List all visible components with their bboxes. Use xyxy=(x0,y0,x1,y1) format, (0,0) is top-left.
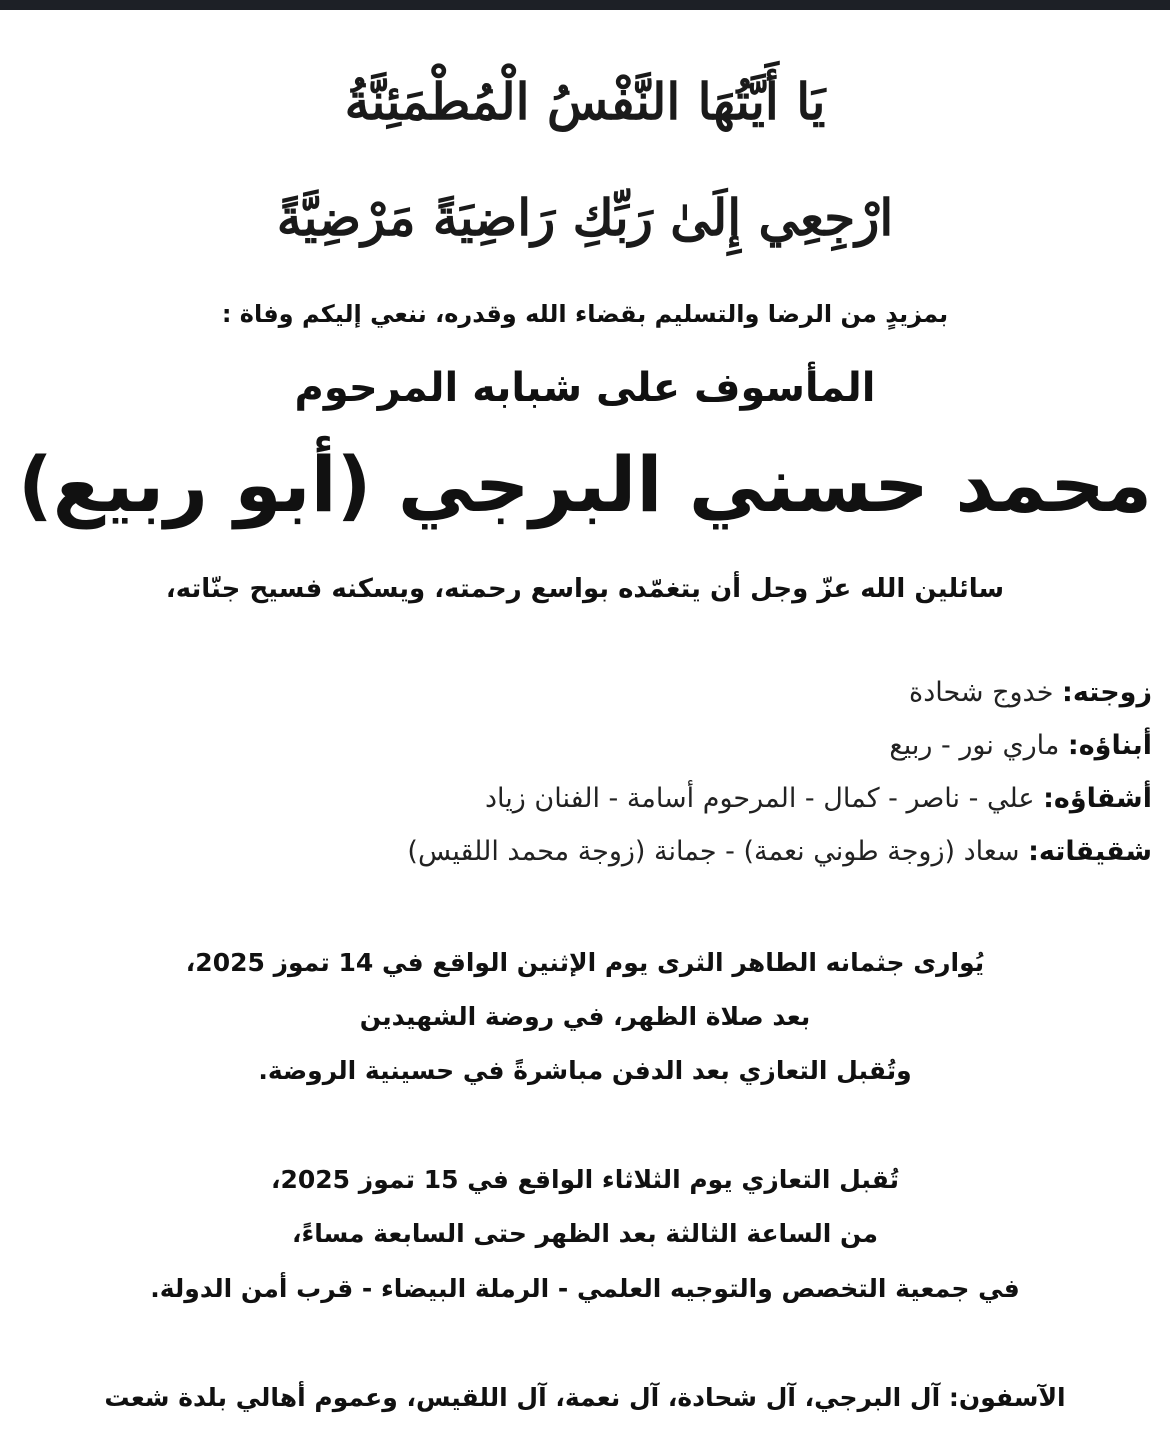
family-value: سعاد (زوجة طوني نعمة) - جمانة (زوجة محمد اللقيس) xyxy=(407,836,1020,867)
intro-text: بمزيدٍ من الرضا والتسليم بقضاء الله وقدره، ننعي إليكم وفاة : xyxy=(221,300,949,328)
family-line-children xyxy=(889,730,1152,761)
family-label: زوجته: xyxy=(1062,677,1152,708)
funeral-line-1: يُوارى جثمانه الطاهر الثرى يوم الإثنين الواقع في 14 تموز 2025، xyxy=(185,948,985,977)
obituary-notice xyxy=(0,10,1170,1450)
family-value: ماري نور - ربيع xyxy=(889,730,1060,761)
prayer-text: سائلين الله عزّ وجل أن يتغمّده بواسع رحمته، ويسكنه فسيح جنّاته، xyxy=(165,574,1005,604)
funeral-line-2: بعد صلاة الظهر، في روضة الشهيدين xyxy=(359,1002,811,1031)
family-line-brothers xyxy=(485,783,1152,814)
quran-calligraphy-line-2: ارْجِعِي إِلَىٰ رَبِّكِ رَاضِيَةً مَرْضِيَّةً xyxy=(276,188,894,247)
condolence-line-3: في جمعية التخصص والتوجيه العلمي - الرملة البيضاء - قرب أمن الدولة. xyxy=(150,1274,1020,1303)
family-label: أبناؤه: xyxy=(1067,730,1152,761)
condolence-line-2: من الساعة الثالثة بعد الظهر حتى السابعة مساءً، xyxy=(291,1219,879,1248)
deceased-name: محمد حسني البرجي (أبو ربيع) xyxy=(17,440,1153,529)
quran-calligraphy-line-1: يَا أَيَّتُهَا النَّفْسُ الْمُطْمَئِنَّةُ xyxy=(344,72,826,131)
family-value: علي - ناصر - كمال - المرحوم أسامة - الفنان زياد xyxy=(485,783,1035,814)
condolence-line-1: تُقبل التعازي يوم الثلاثاء الواقع في 15 تموز 2025، xyxy=(271,1165,899,1194)
family-value: خدوج شحادة xyxy=(909,677,1054,708)
subtitle: المأسوف على شبابه المرحوم xyxy=(294,365,876,411)
family-label: أشقاؤه: xyxy=(1043,783,1152,814)
family-line-sisters xyxy=(407,836,1152,867)
family-label: شقيقاته: xyxy=(1028,836,1152,867)
top-status-bar xyxy=(0,0,1170,10)
funeral-line-3: وتُقبل التعازي بعد الدفن مباشرةً في حسينية الروضة. xyxy=(258,1056,912,1085)
mourners-line: الآسفون: آل البرجي، آل شحادة، آل نعمة، آل اللقيس، وعموم أهالي بلدة شعت xyxy=(104,1383,1066,1412)
family-line-wife xyxy=(909,677,1152,708)
